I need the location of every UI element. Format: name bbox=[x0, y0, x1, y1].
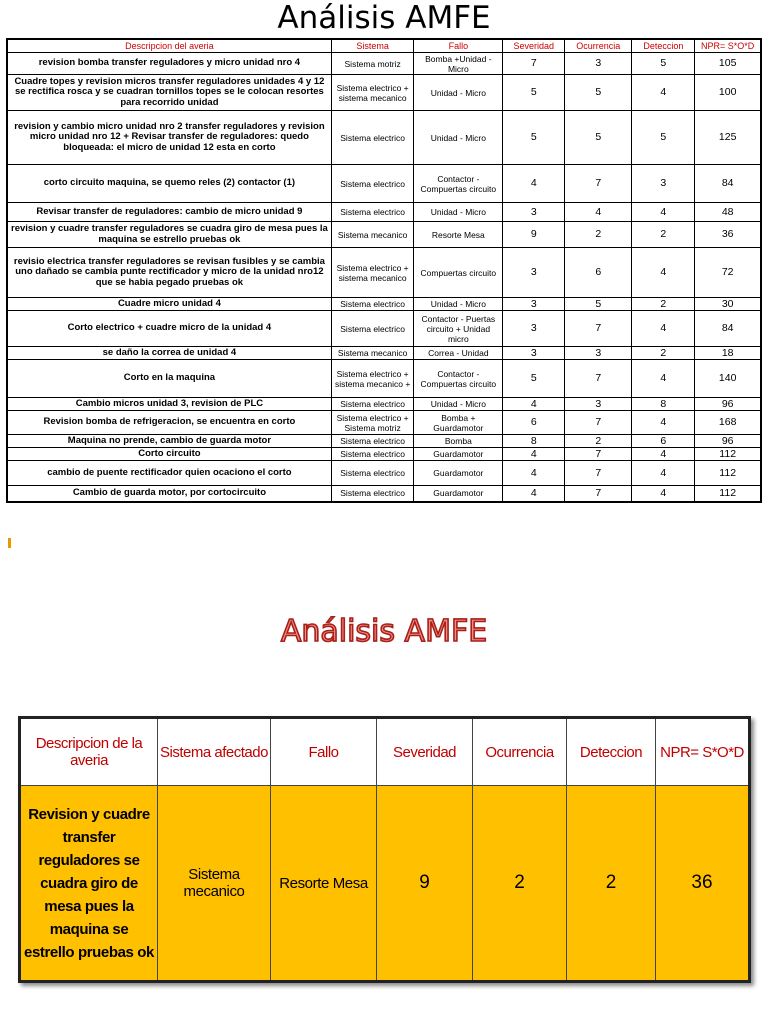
cell-npr: 84 bbox=[695, 311, 761, 347]
cell-descripcion: cambio de puente rectificador quien ocaciono el corto bbox=[7, 461, 331, 486]
cell-fallo: Guardamotor bbox=[414, 461, 503, 486]
cell-severidad: 4 bbox=[503, 448, 565, 461]
cell-npr: 96 bbox=[695, 435, 761, 448]
cell-ocurrencia: 7 bbox=[565, 461, 632, 486]
header-severidad: Severidad bbox=[503, 39, 565, 53]
table-row bbox=[7, 360, 761, 398]
cell-severidad: 3 bbox=[503, 203, 565, 222]
cell-descripcion: Cuadre topes y revision micros transfer reguladores unidades 4 y 12 se rectifica rosca y se cuadran tornillos topes se le colocan resortes para recorrido unidad bbox=[7, 75, 331, 111]
cell-ocurrencia: 3 bbox=[565, 347, 632, 360]
amfe-table bbox=[6, 38, 762, 503]
table-row bbox=[7, 435, 761, 448]
cell-severidad: 3 bbox=[503, 298, 565, 311]
cell-sistema: Sistema electrico bbox=[331, 111, 414, 165]
cell-sistema: Sistema electrico + sistema mecanico bbox=[331, 75, 414, 111]
cell-ocurrencia: 6 bbox=[565, 248, 632, 298]
cell-npr: 100 bbox=[695, 75, 761, 111]
cell-sistema: Sistema electrico + sistema mecanico + bbox=[331, 360, 414, 398]
table-row bbox=[7, 53, 761, 75]
cell-severidad: 4 bbox=[503, 461, 565, 486]
cell-npr: 36 bbox=[695, 222, 761, 248]
cell-severidad: 6 bbox=[503, 411, 565, 435]
table-row bbox=[7, 222, 761, 248]
cell-deteccion: 2 bbox=[632, 222, 695, 248]
cell-sistema: Sistema electrico bbox=[331, 203, 414, 222]
cell-severidad: 4 bbox=[503, 486, 565, 502]
cell-descripcion: Revisar transfer de reguladores: cambio de micro unidad 9 bbox=[7, 203, 331, 222]
cell-fallo: Unidad - Micro bbox=[414, 398, 503, 411]
cell-deteccion: 4 bbox=[632, 311, 695, 347]
cell-npr: 96 bbox=[695, 398, 761, 411]
cell-npr: 30 bbox=[695, 298, 761, 311]
cell-npr: 112 bbox=[695, 448, 761, 461]
cell-npr: 140 bbox=[695, 360, 761, 398]
header-descripcion: Descripcion del averia bbox=[7, 39, 331, 53]
cell-descripcion: Maquina no prende, cambio de guarda motor bbox=[7, 435, 331, 448]
cell-severidad: 7 bbox=[503, 53, 565, 75]
cell-descripcion: Cambio micros unidad 3, revision de PLC bbox=[7, 398, 331, 411]
header-sistema: Sistema bbox=[331, 39, 414, 53]
cell-descripcion: revisio electrica transfer reguladores se revisan fusibles y se cambia uno dañado se cambia punte rectificador y micro de la unidad nro12 que se habia pegado pruebas ok bbox=[7, 248, 331, 298]
cell-npr: 112 bbox=[695, 461, 761, 486]
cell-fallo: Correa - Unidad bbox=[414, 347, 503, 360]
cell-deteccion: 2 bbox=[632, 298, 695, 311]
table-row bbox=[7, 298, 761, 311]
cell-ocurrencia: 7 bbox=[565, 360, 632, 398]
table-row bbox=[7, 111, 761, 165]
cell-ocurrencia: 2 bbox=[565, 222, 632, 248]
cell-severidad: 8 bbox=[503, 435, 565, 448]
table-row bbox=[7, 203, 761, 222]
cell-ocurrencia: 3 bbox=[565, 53, 632, 75]
table-row bbox=[7, 486, 761, 502]
cell-deteccion: 8 bbox=[632, 398, 695, 411]
summary-header-npr: NPR= S*O*D bbox=[656, 718, 750, 786]
cell-sistema: Sistema electrico + Sistema motriz bbox=[331, 411, 414, 435]
cell-ocurrencia: 5 bbox=[565, 298, 632, 311]
cell-deteccion: 4 bbox=[632, 203, 695, 222]
header-ocurrencia: Ocurrencia bbox=[565, 39, 632, 53]
cell-sistema: Sistema mecanico bbox=[331, 347, 414, 360]
cell-fallo: Compuertas circuito bbox=[414, 248, 503, 298]
cell-deteccion: 4 bbox=[632, 411, 695, 435]
cell-fallo: Unidad - Micro bbox=[414, 75, 503, 111]
cell-sistema: Sistema electrico bbox=[331, 165, 414, 203]
cell-fallo: Bomba +Unidad - Micro bbox=[414, 53, 503, 75]
cell-descripcion: revision bomba transfer reguladores y micro unidad nro 4 bbox=[7, 53, 331, 75]
cell-deteccion: 3 bbox=[632, 165, 695, 203]
table-header-row bbox=[7, 39, 761, 53]
cell-descripcion: Revision bomba de refrigeracion, se encuentra en corto bbox=[7, 411, 331, 435]
summary-npr: 36 bbox=[656, 786, 750, 982]
summary-header-descripcion: Descripcion de la averia bbox=[20, 718, 158, 786]
cell-ocurrencia: 5 bbox=[565, 75, 632, 111]
cell-ocurrencia: 5 bbox=[565, 111, 632, 165]
cell-descripcion: Corto circuito bbox=[7, 448, 331, 461]
summary-header-severidad: Severidad bbox=[377, 718, 473, 786]
cell-npr: 125 bbox=[695, 111, 761, 165]
cell-severidad: 4 bbox=[503, 165, 565, 203]
cell-npr: 48 bbox=[695, 203, 761, 222]
table-row bbox=[7, 165, 761, 203]
header-fallo: Fallo bbox=[414, 39, 503, 53]
cell-deteccion: 4 bbox=[632, 360, 695, 398]
cell-severidad: 4 bbox=[503, 398, 565, 411]
cell-deteccion: 2 bbox=[632, 347, 695, 360]
cell-npr: 84 bbox=[695, 165, 761, 203]
table-row bbox=[7, 461, 761, 486]
cell-sistema: Sistema electrico bbox=[331, 435, 414, 448]
cell-descripcion: Cambio de guarda motor, por cortocircuito bbox=[7, 486, 331, 502]
cell-deteccion: 5 bbox=[632, 111, 695, 165]
cell-fallo: Unidad - Micro bbox=[414, 298, 503, 311]
section-title: Análisis AMFE bbox=[280, 614, 488, 649]
cell-sistema: Sistema electrico bbox=[331, 461, 414, 486]
cell-fallo: Resorte Mesa bbox=[414, 222, 503, 248]
table-row bbox=[7, 398, 761, 411]
cell-descripcion: revision y cambio micro unidad nro 2 transfer reguladores y revision micro unidad nro 12 + Revisar transfer de reguladores: quedo bloqueada: el micro de unidad 12 esta en corto bbox=[7, 111, 331, 165]
cell-sistema: Sistema motriz bbox=[331, 53, 414, 75]
summary-header-deteccion: Deteccion bbox=[567, 718, 656, 786]
summary-header-ocurrencia: Ocurrencia bbox=[473, 718, 567, 786]
cell-sistema: Sistema electrico bbox=[331, 448, 414, 461]
summary-descripcion: Revision y cuadre transfer reguladores se cuadra giro de mesa pues la maquina se estrello pruebas ok bbox=[20, 786, 158, 982]
cell-severidad: 3 bbox=[503, 248, 565, 298]
cell-npr: 18 bbox=[695, 347, 761, 360]
cell-deteccion: 4 bbox=[632, 448, 695, 461]
table-row bbox=[7, 347, 761, 360]
cell-deteccion: 5 bbox=[632, 53, 695, 75]
summary-row bbox=[20, 786, 750, 982]
cell-npr: 72 bbox=[695, 248, 761, 298]
cell-fallo: Guardamotor bbox=[414, 448, 503, 461]
cell-sistema: Sistema electrico bbox=[331, 486, 414, 502]
cell-fallo: Contactor - Compuertas circuito bbox=[414, 165, 503, 203]
cell-sistema: Sistema electrico bbox=[331, 398, 414, 411]
cell-deteccion: 4 bbox=[632, 486, 695, 502]
cell-ocurrencia: 7 bbox=[565, 165, 632, 203]
cell-descripcion: se daño la correa de unidad 4 bbox=[7, 347, 331, 360]
summary-header-row bbox=[20, 718, 750, 786]
summary-fallo: Resorte Mesa bbox=[271, 786, 377, 982]
cell-descripcion: Corto electrico + cuadre micro de la unidad 4 bbox=[7, 311, 331, 347]
table-row bbox=[7, 311, 761, 347]
cell-sistema: Sistema electrico + sistema mecanico bbox=[331, 248, 414, 298]
cell-ocurrencia: 3 bbox=[565, 398, 632, 411]
header-deteccion: Deteccion bbox=[632, 39, 695, 53]
cell-descripcion: revision y cuadre transfer reguladores se cuadra giro de mesa pues la maquina se estrello pruebas ok bbox=[7, 222, 331, 248]
cell-severidad: 5 bbox=[503, 360, 565, 398]
cell-sistema: Sistema electrico bbox=[331, 311, 414, 347]
cell-deteccion: 6 bbox=[632, 435, 695, 448]
summary-header-fallo: Fallo bbox=[271, 718, 377, 786]
cell-deteccion: 4 bbox=[632, 75, 695, 111]
cell-descripcion: corto circuito maquina, se quemo reles (2) contactor (1) bbox=[7, 165, 331, 203]
cell-severidad: 3 bbox=[503, 311, 565, 347]
cell-descripcion: Cuadre micro unidad 4 bbox=[7, 298, 331, 311]
cell-ocurrencia: 4 bbox=[565, 203, 632, 222]
cell-ocurrencia: 2 bbox=[565, 435, 632, 448]
cell-severidad: 5 bbox=[503, 75, 565, 111]
cell-deteccion: 4 bbox=[632, 248, 695, 298]
cell-descripcion: Corto en la maquina bbox=[7, 360, 331, 398]
cell-fallo: Unidad - Micro bbox=[414, 111, 503, 165]
cell-npr: 105 bbox=[695, 53, 761, 75]
cell-deteccion: 4 bbox=[632, 461, 695, 486]
table-row bbox=[7, 448, 761, 461]
cell-fallo: Contactor - Puertas circuito + Unidad micro bbox=[414, 311, 503, 347]
summary-ocurrencia: 2 bbox=[473, 786, 567, 982]
amfe-summary-table bbox=[18, 716, 751, 983]
cell-fallo: Bomba + Guardamotor bbox=[414, 411, 503, 435]
cell-sistema: Sistema electrico bbox=[331, 298, 414, 311]
row-marker bbox=[8, 538, 11, 548]
summary-sistema: Sistema mecanico bbox=[158, 786, 271, 982]
summary-severidad: 9 bbox=[377, 786, 473, 982]
cell-ocurrencia: 7 bbox=[565, 411, 632, 435]
cell-fallo: Contactor - Compuertas circuito bbox=[414, 360, 503, 398]
header-npr: NPR= S*O*D bbox=[695, 39, 761, 53]
cell-fallo: Unidad - Micro bbox=[414, 203, 503, 222]
cell-sistema: Sistema mecanico bbox=[331, 222, 414, 248]
cell-severidad: 5 bbox=[503, 111, 565, 165]
cell-fallo: Guardamotor bbox=[414, 486, 503, 502]
cell-fallo: Bomba bbox=[414, 435, 503, 448]
table-row bbox=[7, 248, 761, 298]
summary-deteccion: 2 bbox=[567, 786, 656, 982]
cell-ocurrencia: 7 bbox=[565, 311, 632, 347]
summary-header-sistema: Sistema afectado bbox=[158, 718, 271, 786]
cell-npr: 168 bbox=[695, 411, 761, 435]
table-row bbox=[7, 75, 761, 111]
page-title: Análisis AMFE bbox=[277, 0, 491, 36]
cell-npr: 112 bbox=[695, 486, 761, 502]
cell-ocurrencia: 7 bbox=[565, 486, 632, 502]
cell-severidad: 9 bbox=[503, 222, 565, 248]
table-row bbox=[7, 411, 761, 435]
cell-ocurrencia: 7 bbox=[565, 448, 632, 461]
cell-severidad: 3 bbox=[503, 347, 565, 360]
